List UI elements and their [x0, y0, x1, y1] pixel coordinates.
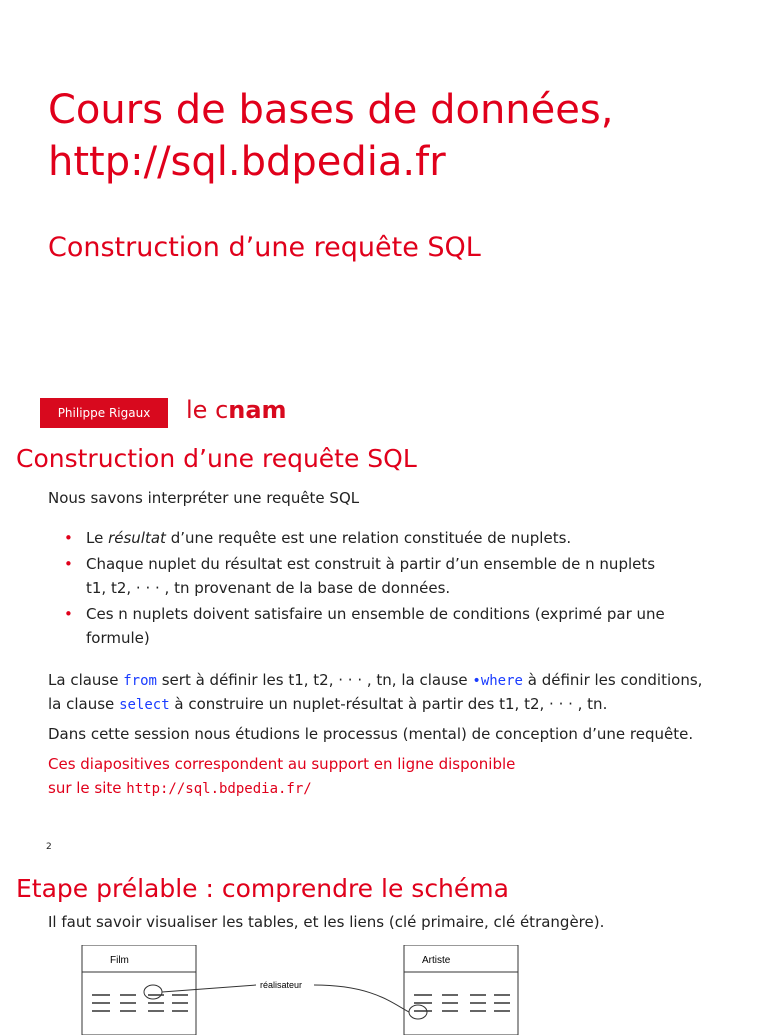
slide2-intro: Nous savons interpréter une requête SQL	[48, 489, 360, 507]
session-text: Dans cette session nous étudions le processus (mental) de conception d’une requête.	[48, 725, 694, 743]
author-badge: Philippe Rigaux	[40, 398, 168, 428]
realisateur-link-label: réalisateur	[260, 980, 303, 990]
bullet-nuplet: • Chaque nuplet du résultat est construit à partir d’un ensemble de n nuplets t1, t2, · · · , tn provenant de la base de données.	[64, 552, 704, 600]
clause-from-where: La clause from sert à définir les t1, t2, · · · , tn, la clause •where à définir les conditions,	[48, 671, 703, 689]
schema-diagram	[72, 945, 532, 1035]
cnam-logo: le cnam	[186, 396, 287, 424]
slide3-title: Etape prélable : comprendre le schéma	[16, 874, 509, 903]
page-number: 2	[46, 842, 52, 852]
bullet-result: • Le résultat d’une requête est une relation constituée de nuplets.	[64, 526, 704, 550]
site-link[interactable]: http://sql.bdpedia.fr/	[126, 781, 312, 797]
online-note: Ces diapositives correspondent au support en ligne disponible sur le site http://sql.bdpedia.fr/	[48, 755, 516, 797]
bullet-conditions: • Ces n nuplets doivent satisfaire un ensemble de conditions (exprimé par une formule)	[64, 602, 704, 650]
course-title-line1: Cours de bases de données,	[48, 87, 614, 133]
clause-select: la clause select à construire un nuplet-résultat à partir des t1, t2, · · · , tn.	[48, 695, 608, 713]
slide2-title: Construction d’une requête SQL	[16, 444, 417, 473]
film-table-label: Film	[110, 955, 129, 966]
course-subtitle: Construction d’une requête SQL	[48, 232, 481, 263]
slide2-bullets	[64, 526, 704, 652]
slide3-intro: Il faut savoir visualiser les tables, et les liens (clé primaire, clé étrangère).	[48, 913, 605, 931]
artiste-table-label: Artiste	[422, 955, 451, 966]
course-title-line2: http://sql.bdpedia.fr	[48, 139, 446, 185]
course-title	[48, 84, 613, 188]
